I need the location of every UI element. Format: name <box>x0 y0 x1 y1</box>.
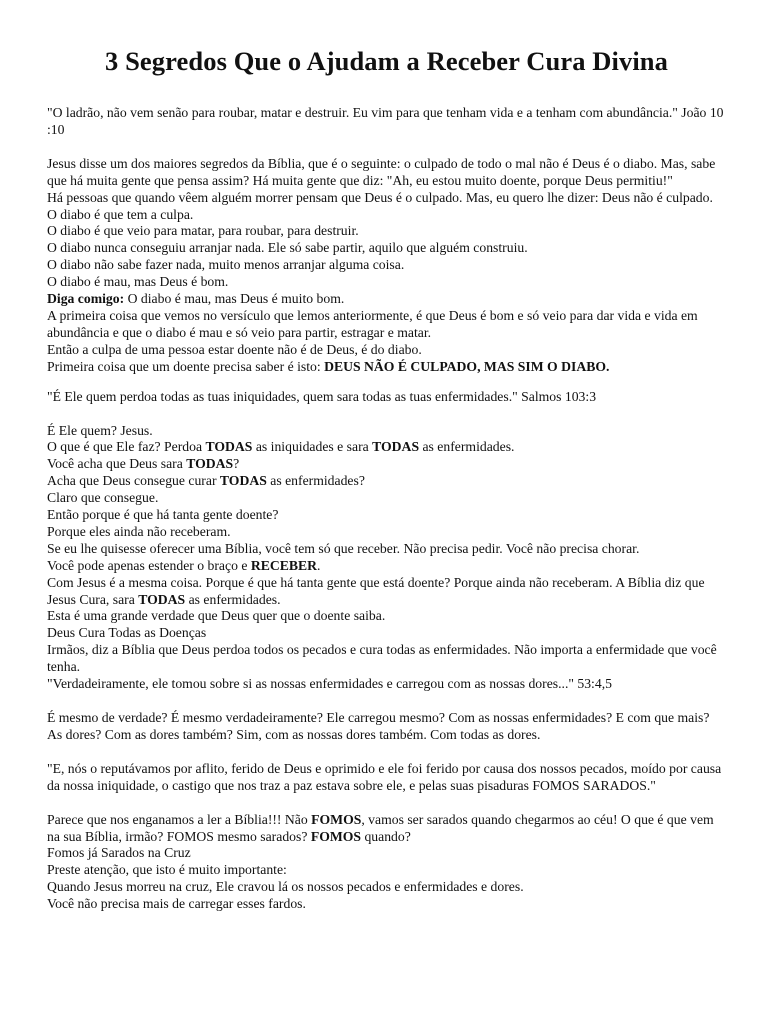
bold-phrase: Diga comigo: <box>47 291 125 307</box>
text-line: Porque eles ainda não receberam. <box>47 523 231 539</box>
text-line: Então a culpa de uma pessoa estar doente não é de Deus, é do diabo. <box>47 341 422 357</box>
quote-joao: "O ladrão, não vem senão para roubar, matar e destruir. Eu vim para que tenham vida e a tenham com abundância." João 10 :10 <box>47 105 724 137</box>
text-span: Primeira coisa que um doente precisa saber é isto: <box>47 358 325 374</box>
spacer <box>47 376 726 389</box>
text-line <box>47 812 726 846</box>
section-heading: Fomos já Sarados na Cruz <box>47 845 191 861</box>
text-span: , vamos ser sarados quando chegarmos ao céu! O que é que vem na sua Bíblia, irmão? FOMOS mesmo sarados? <box>47 811 714 844</box>
bold-phrase: FOMOS <box>310 828 362 844</box>
text-span: O diabo é mau, mas Deus é muito bom. <box>124 291 345 307</box>
text-line: Há pessoas que quando vêem alguém morrer pensam que Deus é o culpado. Mas, eu quero lhe dizer: Deus não é culpado. <box>47 189 713 205</box>
spacer <box>47 406 726 423</box>
text-line: Irmãos, diz a Bíblia que Deus perdoa todos os pecados e cura todas as enfermidades. Não importa a enfermidade que você tenha. <box>47 642 717 675</box>
section-heading: Deus Cura Todas as Doenças <box>47 625 207 641</box>
quote-isaias-short: "Verdadeiramente, ele tomou sobre si as nossas enfermidades e carregou com as nossas dores..." 53:4,5 <box>47 676 612 692</box>
text-line: O diabo é que tem a culpa. <box>47 206 194 222</box>
text-span: Você acha que Deus sara <box>47 456 187 472</box>
text-line: O diabo é que veio para matar, para roubar, para destruir. <box>47 223 359 239</box>
text-line <box>47 456 726 473</box>
text-paragraph: É mesmo de verdade? É mesmo verdadeiramente? Ele carregou mesmo? Com as nossas enfermidades? E com que mais? As dores? Com as dores também? Sim, com as nossas dores também. Com todas as dores. <box>47 710 710 742</box>
text-line <box>47 291 726 308</box>
bold-phrase: TODAS <box>186 456 234 472</box>
section-ele-quem <box>47 423 726 694</box>
text-line: Esta é uma grande verdade que Deus quer que o doente saiba. <box>47 608 386 624</box>
text-line: Se eu lhe quisesse oferecer uma Bíblia, você tem só que receber. Não precisa pedir. Você não precisa chorar. <box>47 540 640 556</box>
text-span: Parece que nos enganamos a ler a Bíblia!!! Não <box>47 811 312 827</box>
text-line: Você não precisa mais de carregar esses fardos. <box>47 896 306 912</box>
text-line: O diabo não sabe fazer nada, muito menos arranjar alguma coisa. <box>47 257 405 273</box>
bold-phrase: FOMOS <box>311 811 362 827</box>
text-line: Então porque é que há tanta gente doente? <box>47 507 279 523</box>
text-span: Acha que Deus consegue curar <box>47 473 220 489</box>
text-line <box>47 558 726 575</box>
bold-phrase: TODAS <box>138 591 186 607</box>
bold-phrase: DEUS NÃO É CULPADO, MAS SIM O DIABO. <box>324 358 610 374</box>
text-line <box>47 439 726 456</box>
spacer <box>47 139 726 156</box>
text-span: Você pode apenas estender o braço e <box>47 557 251 573</box>
text-span: . <box>317 557 321 573</box>
text-line: A primeira coisa que vemos no versículo que lemos anteriormente, é que Deus é bom e só veio para dar vida e vida em abundância e que o diabo é mau e só veio para partir, estragar e matar. <box>47 307 698 340</box>
text-span: as enfermidades. <box>185 591 281 607</box>
text-line: Quando Jesus morreu na cruz, Ele cravou lá os nossos pecados e enfermidades e dores. <box>47 879 524 895</box>
text-span: O que é que Ele faz? Perdoa <box>47 439 206 455</box>
text-line: O diabo nunca conseguiu arranjar nada. Ele só sabe partir, aquilo que alguém construiu. <box>47 240 528 256</box>
text-line <box>47 473 726 490</box>
text-span: quando? <box>361 828 411 844</box>
quote-isaias: "E, nós o reputávamos por aflito, ferido de Deus e oprimido e ele foi ferido por causa dos nossos pecados, moído por causa da nossa iniquidade, o castigo que nos traz a paz estava sobre ele, e pelas suas pisaduras FOMOS SARADOS." <box>47 760 722 793</box>
text-span: as enfermidades. <box>419 439 515 455</box>
bold-phrase: TODAS <box>205 439 253 455</box>
section-culpado <box>47 156 726 376</box>
section-sarados <box>47 812 726 913</box>
bold-phrase: TODAS <box>219 473 267 489</box>
page-title: 3 Segredos Que o Ajudam a Receber Cura Divina <box>105 46 668 76</box>
spacer <box>47 744 726 761</box>
text-span: Com Jesus é a mesma coisa. Porque é que há tanta gente que está doente? Porque ainda não receberam. A Bíblia diz que Jesus Cura, sara <box>47 574 705 607</box>
text-line: Preste atenção, que isto é muito importante: <box>47 862 287 878</box>
text-span: as iniquidades e sara <box>252 439 373 455</box>
text-line: É Ele quem? Jesus. <box>47 422 153 438</box>
bold-phrase: RECEBER <box>250 557 317 573</box>
quote-salmos: "É Ele quem perdoa todas as tuas iniquidades, quem sara todas as tuas enfermidades." Salmos 103:3 <box>47 388 597 404</box>
text-span: as enfermidades? <box>266 473 365 489</box>
text-line <box>47 575 726 609</box>
text-span: ? <box>233 456 240 472</box>
text-line: Claro que consegue. <box>47 490 159 506</box>
bold-phrase: TODAS <box>372 439 420 455</box>
text-line: O diabo é mau, mas Deus é bom. <box>47 274 229 290</box>
spacer <box>47 795 726 812</box>
spacer <box>47 693 726 710</box>
text-line: Jesus disse um dos maiores segredos da Bíblia, que é o seguinte: o culpado de todo o mal não é Deus é o diabo. Mas, sabe que há muita gente que pensa assim? Há muita gente que diz: "Ah, eu estou muito doente, porque Deus permitiu!" <box>47 155 716 188</box>
text-line <box>47 359 726 376</box>
